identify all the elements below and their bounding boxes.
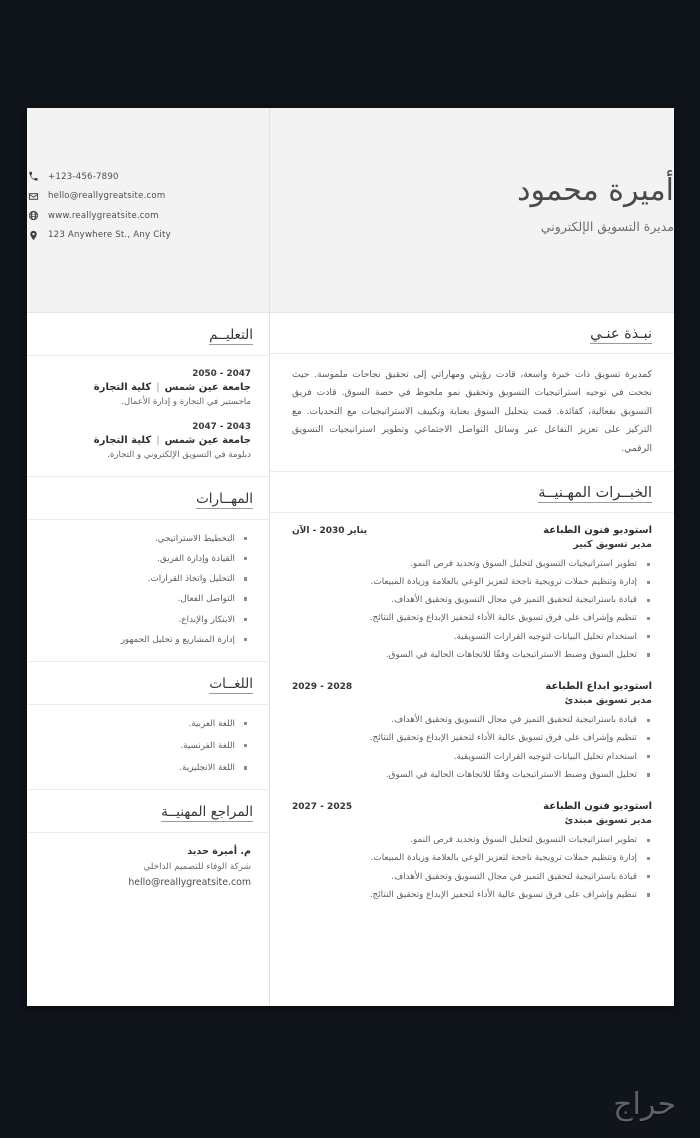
haraj-watermark: حراج	[613, 1087, 676, 1122]
contact-item-email	[27, 190, 255, 202]
education-institution: جامعة عين شمس	[164, 382, 251, 393]
education-title: التعليــم	[209, 327, 253, 343]
skill-item: إدارة المشاريع و تحليل الجمهور	[45, 634, 251, 647]
education-institution: جامعة عين شمس	[164, 434, 251, 446]
education-separator: |	[156, 434, 160, 446]
reference-email: hello@reallygreatsite.com	[128, 877, 251, 889]
location-pin-icon	[27, 229, 39, 241]
education-dates: 2047 - 2043	[192, 421, 251, 432]
experience-company: استوديو فنون الطباعة	[543, 525, 652, 537]
experience-item-head	[292, 525, 652, 550]
experience-role: مدير تسويق مبتدئ	[564, 695, 652, 707]
globe-icon	[27, 210, 39, 222]
section-heading-languages	[27, 662, 269, 705]
experience-bullet: تحليل السوق وضبط الاستراتيجيات وفقًا للاتجاهات الحالية في السوق.	[292, 769, 652, 783]
education-institution-line	[45, 382, 251, 393]
spacer	[292, 791, 652, 801]
language-item: اللغة العربية.	[45, 718, 251, 731]
experience-bullets	[292, 714, 652, 782]
experience-bullet: قيادة باستراتيجية لتحقيق التميز في مجال التسويق وتحقيق الأهداف.	[292, 871, 652, 885]
experience-role: مدير تسويق مبتدئ	[564, 815, 652, 827]
experience-bullet: استخدام تحليل البيانات لتوجيه القرارات التسويقية.	[292, 751, 652, 765]
spacer	[292, 671, 652, 681]
experience-bullet: تنظيم وإشراف على فرق تسويق عالية الأداء لتحفيز الإبداع وتحقيق النتائج.	[292, 889, 652, 903]
skill-item: التخطيط الاستراتيجي.	[45, 533, 251, 546]
education-item	[45, 369, 251, 409]
skills-title: المهــارات	[196, 490, 253, 507]
section-heading-about	[270, 313, 674, 354]
education-faculty: كلية التجارة	[93, 382, 152, 393]
language-item: اللغة الانجليزية.	[45, 762, 251, 775]
contact-website-text: www.reallygreatsite.com	[48, 210, 159, 221]
experience-bullet: تنظيم وإشراف على فرق تسويق عالية الأداء لتحفيز الإبداع وتحقيق النتائج.	[292, 612, 652, 626]
reference-company: شركة الوفاء للتصميم الداخلي	[143, 862, 251, 873]
reference-item	[45, 846, 251, 888]
contact-item-phone	[27, 171, 255, 183]
education-item	[45, 422, 251, 462]
section-body-languages	[27, 705, 269, 791]
education-institution-line	[45, 435, 251, 446]
main-column	[270, 312, 674, 1006]
experience-bullets	[292, 834, 652, 902]
languages-title: اللغــات	[209, 675, 253, 692]
education-faculty: كلية التجارة	[93, 434, 152, 446]
experience-dates: 2029 - 2028	[292, 682, 353, 693]
education-dates: 2050 - 2047	[192, 369, 251, 379]
contact-phone-text: +123-456-7890	[48, 171, 119, 182]
experience-dates: 2027 - 2025	[292, 802, 353, 813]
skill-item: التحليل واتخاذ القرارات.	[45, 573, 251, 586]
section-body-references	[27, 833, 269, 902]
skill-item: الابتكار والإبداع.	[45, 614, 251, 627]
section-body-about	[270, 354, 674, 472]
experience-bullet: تطوير استراتيجيات التسويق لتحليل السوق وتحديد فرص النمو.	[292, 834, 652, 848]
phone-icon	[27, 171, 39, 183]
skill-item: التواصل الفعال.	[45, 593, 251, 606]
experience-bullet: قيادة باستراتيجية لتحقيق التميز في مجال التسويق وتحقيق الأهداف.	[292, 594, 652, 608]
about-paragraph: كمديرة تسويق ذات خبرة واسعة، قادت رؤيتي ومهاراتي إلى تحقيق نجاحات ملموسة. حيث نجحت في توجيه استراتيجيات التسويق وتحقيق نمو ملحوظ في حصة السوق. قادت فريق التسويق بفعالية، كقائدة. قمت بتحليل السوق بعناية وتكييف الاستراتيجيات مع التحديات. مع التركيز على تعزيز التفاعل عبر وسائل التواصل الاجتماعي وتطوير استراتيجيات التسويق الرقمي.	[292, 369, 652, 454]
experience-item	[292, 525, 652, 662]
experience-title: الخبــرات المهـنيــة	[538, 485, 652, 502]
experience-bullet: إدارة وتنظيم حملات ترويجية ناجحة لتعزيز الوعي بالعلامة وزيادة المبيعات.	[292, 852, 652, 866]
about-title: نبـذة عنـي	[590, 326, 652, 342]
section-body-skills	[27, 520, 269, 662]
contact-item-website	[27, 210, 255, 222]
experience-dates: يناير 2030 - الآن	[292, 526, 368, 537]
experience-bullet: تحليل السوق وضبط الاستراتيجيات وفقًا للاتجاهات الحالية في السوق.	[292, 649, 652, 663]
skills-list	[45, 533, 251, 647]
section-body-education	[27, 356, 269, 477]
education-description: دبلومة في التسويق الإلكتروني و التجارة.	[107, 449, 251, 460]
section-heading-education	[27, 313, 269, 356]
references-title: المراجع المهنيــة	[161, 804, 253, 821]
resume-body	[27, 312, 674, 1006]
education-separator: |	[156, 382, 160, 393]
experience-company: استوديو ابداع الطباعة	[545, 681, 652, 693]
experience-bullets	[292, 558, 652, 662]
experience-item-head	[292, 801, 652, 826]
contact-item-address	[27, 229, 255, 241]
education-description: ماجستير في التجارة و إدارة الأعمال.	[121, 397, 251, 407]
header-identity	[270, 108, 674, 312]
language-item: اللغة الفرنسية.	[45, 740, 251, 753]
candidate-job-title: مديرة التسويق الإلكتروني	[540, 218, 674, 234]
experience-bullet: قيادة باستراتيجية لتحقيق التميز في مجال التسويق وتحقيق الأهداف.	[292, 714, 652, 728]
experience-bullet: تنظيم وإشراف على فرق تسويق عالية الأداء لتحفيز الإبداع وتحقيق النتائج.	[292, 732, 652, 746]
contact-list	[27, 108, 270, 312]
experience-bullet: إدارة وتنظيم حملات ترويجية ناجحة لتعزيز الوعي بالعلامة وزيادة المبيعات.	[292, 576, 652, 590]
experience-company: استوديو فنون الطباعة	[543, 801, 652, 813]
contact-address-text: 123 Anywhere St., Any City	[48, 230, 171, 241]
section-body-experience	[270, 513, 674, 920]
experience-item-head	[292, 681, 652, 706]
envelope-icon	[27, 190, 39, 202]
resume-document	[27, 108, 674, 1006]
experience-bullet: استخدام تحليل البيانات لتوجيه القرارات التسويقية.	[292, 631, 652, 645]
contact-email-text: hello@reallygreatsite.com	[48, 191, 166, 202]
languages-list	[45, 718, 251, 776]
skill-item: القيادة وإدارة الفريق.	[45, 553, 251, 566]
experience-role: مدير تسويق كبير	[573, 539, 652, 551]
section-heading-references	[27, 790, 269, 833]
experience-item	[292, 681, 652, 782]
side-column	[27, 312, 270, 1006]
section-heading-experience	[270, 472, 674, 513]
resume-header	[27, 108, 674, 312]
experience-bullet: تطوير استراتيجيات التسويق لتحليل السوق وتحديد فرص النمو.	[292, 558, 652, 572]
reference-name: م. أميرة حديد	[187, 846, 251, 858]
experience-item	[292, 801, 652, 902]
candidate-name: أميرة محمود	[517, 173, 674, 209]
section-heading-skills	[27, 477, 269, 520]
